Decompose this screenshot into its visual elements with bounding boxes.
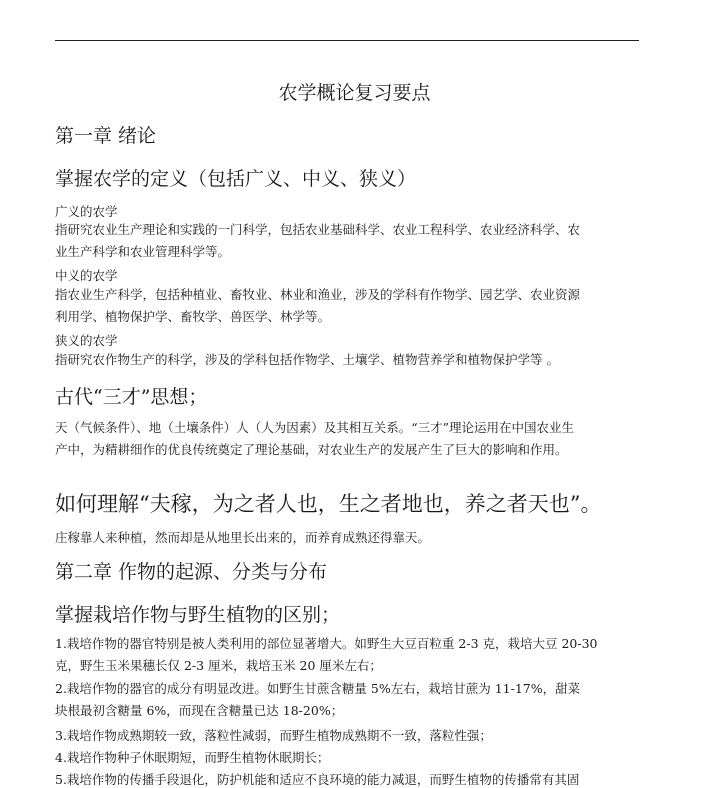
- section-quote-heading: 如何理解“夫稼，为之者人也，生之者地也，养之者天也”。: [55, 492, 602, 516]
- section-crop-vs-wild-heading: 掌握栽培作物与野生植物的区别；: [55, 604, 341, 626]
- document-title: 农学概论复习要点: [278, 82, 431, 104]
- text-line: 指研究农业生产理论和实践的一门科学，包括农业基础科学、农业工程科学、农业经济科学、农: [55, 222, 581, 237]
- narrow-definition-label: 狭义的农学: [55, 333, 118, 348]
- section-definition-heading: 掌握农学的定义（包括广义、中义、狭义）: [55, 168, 417, 190]
- text-line: 克，野生玉米果穗长仅 2-3 厘米，栽培玉米 20 厘米左右；: [55, 658, 382, 673]
- text-line: 块根最初含糖量 6%，而现在含糖量已达 18-20%；: [55, 703, 344, 718]
- difference-item-3: 3.栽培作物成熟期较一致，落粒性减弱，而野生植物成熟期不一致，落粒性强；: [55, 728, 492, 743]
- difference-item-4: 4.栽培作物种子休眠期短，而野生植物休眠期长；: [55, 750, 330, 765]
- text-line: 指农业生产科学，包括种植业、畜牧业、林业和渔业，涉及的学科有作物学、园艺学、农业资源: [55, 287, 581, 302]
- text-line: 利用学、植物保护学、畜牧学、兽医学、林学等。: [55, 309, 331, 324]
- header-rule: [55, 40, 639, 41]
- narrow-definition-text: [55, 349, 643, 371]
- text-line: 2.栽培作物的器官的成分有明显改进。如野生甘蔗含糖量 5%左右，栽培甘蔗为 11-17%，甜菜: [55, 681, 581, 696]
- chapter-1-heading: 第一章 绪论: [55, 125, 157, 147]
- middle-definition-text: [55, 284, 643, 328]
- three-talents-text: [55, 417, 643, 461]
- difference-item-1: [55, 633, 643, 677]
- section-three-talents-heading: 古代“三才”思想；: [55, 386, 208, 408]
- quote-explanation-text: 庄稼靠人来种植，然而却是从地里长出来的，而养育成熟还得靠天。: [55, 530, 431, 545]
- broad-definition-label: 广义的农学: [55, 204, 118, 219]
- difference-item-2: [55, 678, 643, 722]
- difference-item-5: 5.栽培作物的传播手段退化，防护机能和适应不良环境的能力减退，而野生植物的传播常有其固: [55, 772, 580, 787]
- middle-definition-label: 中义的农学: [55, 268, 118, 283]
- text-line: 指研究农作物生产的科学，涉及的学科包括作物学、土壤学、植物营养学和植物保护学等 。: [55, 352, 559, 367]
- text-line: 产中，为精耕细作的优良传统奠定了理论基础，对农业生产的发展产生了巨大的影响和作用。: [55, 442, 568, 457]
- text-line: 1.栽培作物的器官特别是被人类利用的部位显著增大。如野生大豆百粒重 2-3 克，栽培大豆 20-30: [55, 636, 598, 651]
- chapter-2-heading: 第二章 作物的起源、分类与分布: [55, 561, 328, 583]
- broad-definition-text: [55, 219, 643, 263]
- text-line: 天（气候条件）、地（土壤条件）人（人为因素）及其相互关系。“三才”理论运用在中国农业生: [55, 420, 575, 435]
- text-line: 业生产科学和农业管理科学等。: [55, 244, 231, 259]
